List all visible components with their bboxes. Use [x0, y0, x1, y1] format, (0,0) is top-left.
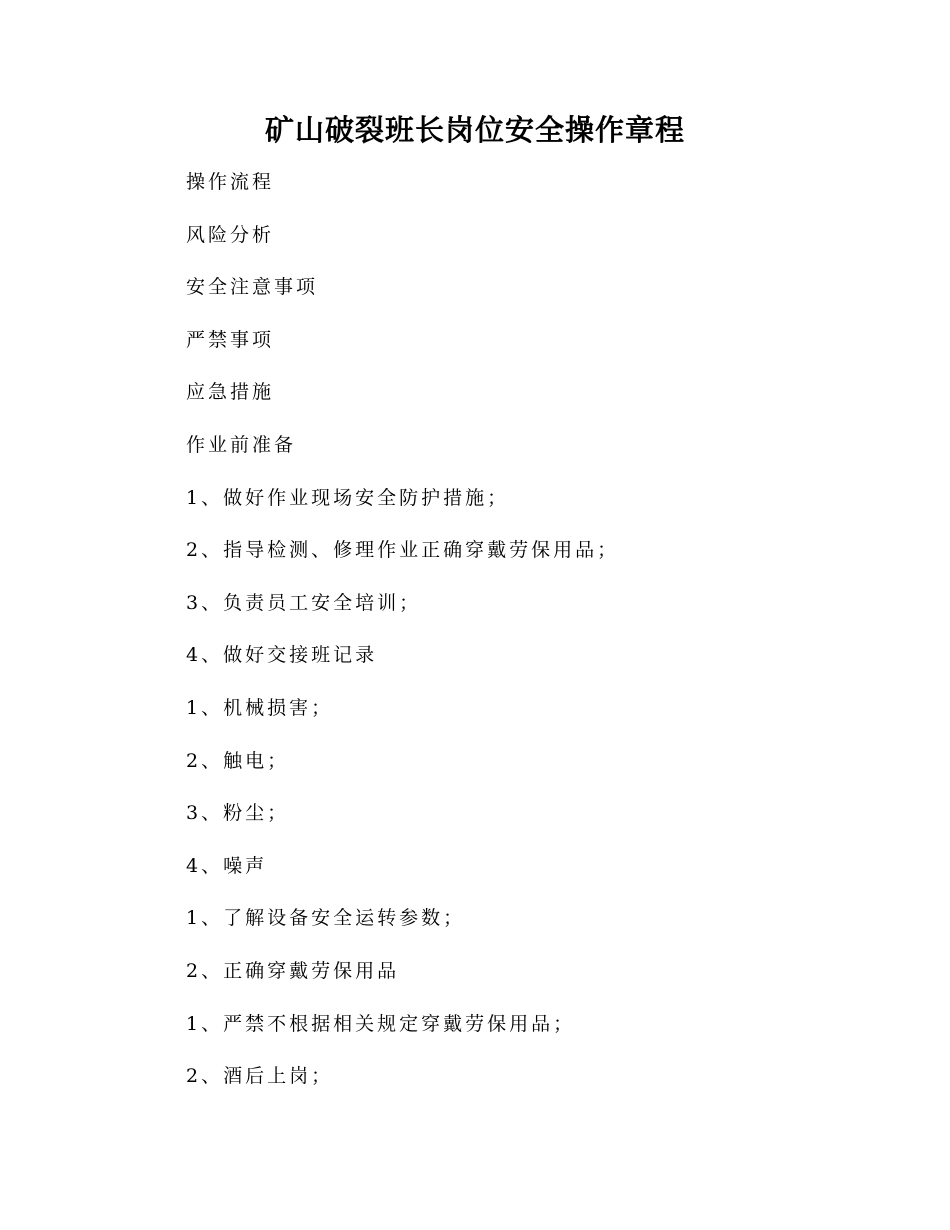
body-line: 操作流程: [186, 171, 275, 193]
body-line: 2、酒后上岗；: [186, 1065, 334, 1088]
body-line: 3、负责员工安全培训；: [186, 591, 422, 614]
body-line: 作业前准备: [186, 433, 297, 456]
body-line: 2、正确穿戴劳保用品: [186, 959, 400, 982]
body-line: 4、做好交接班记录: [186, 644, 378, 667]
body-line: 风险分析: [186, 223, 275, 246]
body-line: 1、做好作业现场安全防护措施；: [186, 486, 510, 509]
body-line: 严禁事项: [186, 328, 275, 351]
document-title: 矿山破裂班长岗位安全操作章程: [264, 113, 685, 147]
body-line: 安全注意事项: [186, 276, 319, 299]
body-line: 1、严禁不根据相关规定穿戴劳保用品；: [186, 1012, 576, 1035]
body-line: 应急措施: [186, 381, 275, 404]
body-line: 1、了解设备安全运转参数；: [186, 907, 466, 930]
body-line: 3、粉尘；: [186, 802, 290, 825]
body-line: 2、触电；: [186, 749, 290, 772]
body-line: 4、噪声: [186, 854, 268, 877]
body-line: 2、指导检测、修理作业正确穿戴劳保用品；: [186, 539, 620, 562]
document-body: [186, 162, 886, 1109]
body-line: 1、机械损害；: [186, 696, 334, 719]
